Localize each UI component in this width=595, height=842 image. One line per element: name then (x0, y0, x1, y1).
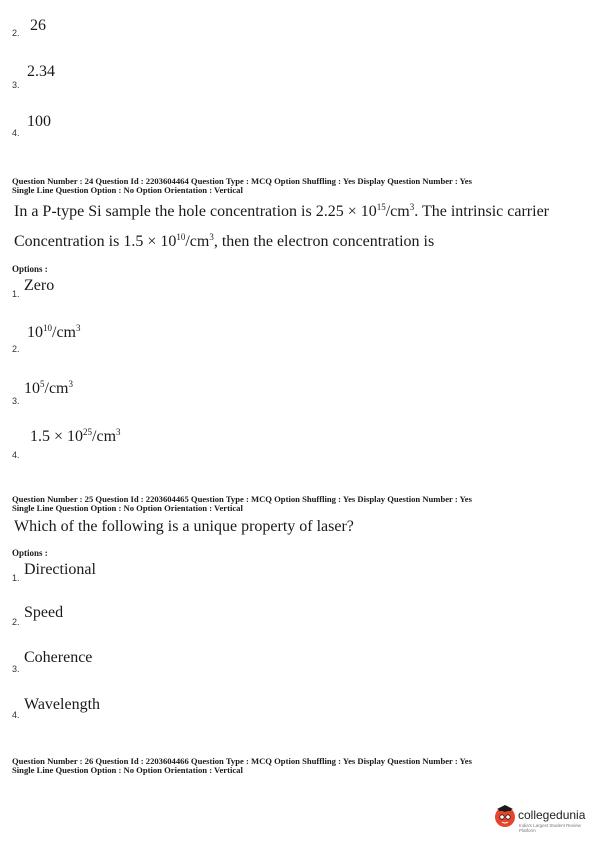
option-number: 4. (12, 128, 20, 138)
question-meta: Question Number : 24 Question Id : 2203604464 Question Type : MCQ Option Shuffling : Yes Display Question Number : Yes Single Line Question Option : No Option Orientation : Vertical (12, 176, 472, 195)
option-number: 2. (12, 28, 20, 38)
question-meta: Question Number : 25 Question Id : 2203604465 Question Type : MCQ Option Shuffling : Yes Display Question Number : Yes Single Line Question Option : No Option Orientation : Vertical (12, 494, 472, 513)
option-number: 3. (12, 396, 20, 406)
option-number: 3. (12, 664, 20, 674)
option-number: 1. (12, 573, 20, 583)
option-number: 4. (12, 450, 20, 460)
option-text[interactable]: Zero (24, 277, 55, 294)
question-text: Concentration is $1.5 \times 10^{10}/cm^3$, then the electron concentration is (14, 232, 435, 250)
option-number: 2. (12, 344, 20, 354)
question-meta: Question Number : 26 Question Id : 2203604466 Question Type : MCQ Option Shuffling : Yes Display Question Number : Yes Single Line Question Option : No Option Orientation : Vertical (12, 756, 472, 775)
option-text[interactable]: Speed (24, 604, 64, 621)
collegedunia-logo-icon (493, 804, 517, 830)
options-label: Options : (12, 548, 48, 558)
option-text: 100 (27, 113, 51, 130)
question-text: In a P-type Si sample the hole concentration is $2.25 \times 10^{15}/cm^3$. The intrinsic carrier (14, 202, 549, 220)
option-number: 3. (12, 80, 20, 90)
options-label: Options : (12, 264, 48, 274)
option-number: 4. (12, 710, 20, 720)
logo-tagline: India's Largest Student Review Platform (519, 823, 581, 833)
option-text[interactable]: Wavelength (24, 696, 101, 713)
option-text[interactable]: Coherence (24, 649, 93, 666)
question-text: Which of the following is a unique property of laser? (14, 518, 354, 535)
option-number: 1. (12, 289, 20, 299)
logo-text: collegedunia (518, 808, 586, 822)
option-text[interactable]: $10^5/cm^3$ (24, 379, 73, 397)
option-text: 2.34 (27, 63, 55, 80)
option-text[interactable]: $1.5 \times 10^{25}/cm^3$ (30, 427, 121, 445)
option-number: 2. (12, 617, 20, 627)
option-text[interactable]: $10^{10}/cm^3$ (27, 323, 81, 341)
option-text[interactable]: Directional (24, 561, 96, 578)
option-text: 26 (30, 17, 46, 34)
